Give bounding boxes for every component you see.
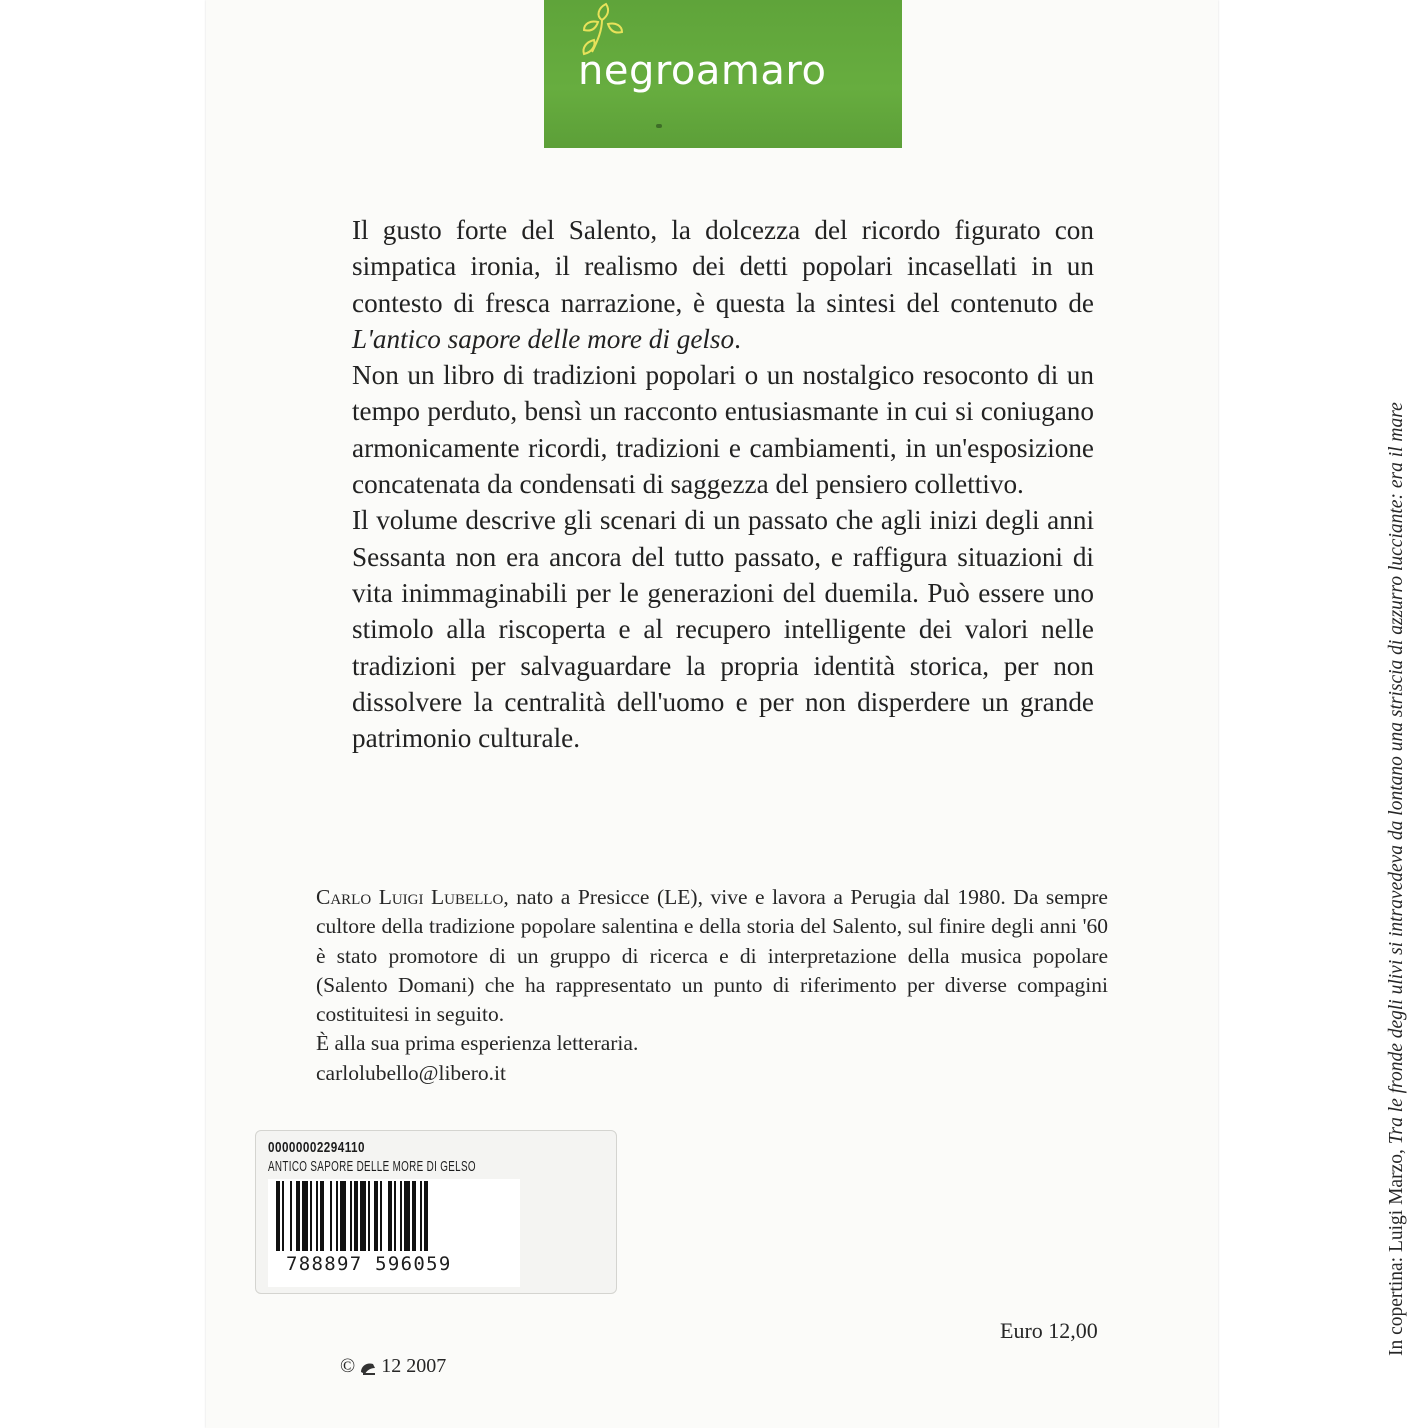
logo-dot [656, 124, 662, 128]
barcode-bar [360, 1181, 366, 1251]
barcode-bar [374, 1181, 378, 1251]
sticker-title: ANTICO SAPORE DELLE MORE DI GELSO [268, 1159, 476, 1175]
blurb-paragraph-1: Il gusto forte del Salento, la dolcezza del ricordo figurato con simpatica ironia, il realismo dei detti popolari incasellati in un contesto di fresca narrazione, è questa la sintesi del contenuto de L'antico sapore delle more di gelso. [352, 215, 1094, 354]
barcode-bar [354, 1181, 358, 1251]
cover-caption: Tra le fronde degli ulivi si intravedeva da lontano una striscia di azzurro lucciante: era il mare [1386, 402, 1407, 1145]
barcode-bar [276, 1181, 280, 1251]
barcode-bar [296, 1181, 300, 1251]
barcode-bar [424, 1181, 428, 1251]
author-email: carlolubello@libero.it [316, 1060, 506, 1085]
publisher-logo [544, 0, 902, 148]
barcode-bar [340, 1181, 346, 1251]
bio-line: È alla sua prima esperienza letteraria. [316, 1031, 639, 1056]
publisher-mark-icon [357, 1358, 379, 1376]
barcode-bar [400, 1181, 402, 1251]
barcode-bar [420, 1181, 422, 1251]
barcode-bar [310, 1181, 312, 1251]
barcode-bar [336, 1181, 338, 1251]
print-date: 12 2007 [381, 1355, 447, 1377]
barcode-bar [388, 1181, 392, 1251]
sticker-code: 00000002294110 [268, 1139, 366, 1156]
barcode-bar [290, 1181, 292, 1251]
barcode-bar [412, 1181, 416, 1251]
author-bio [316, 883, 1108, 1088]
blurb-paragraph-3: Il volume descrive gli scenari di un passato che agli inizi degli anni Sessanta non era ancora del tutto passato, e raffigura situazioni di vita inimmaginabili per le generazioni del duemila. Può essere uno stimolo alla riscoperta e al recupero intelligente dei valori nelle tradizioni per salvaguardare la propria identità storica, per non dissolvere la centralità dell'uomo e per non disperdere un grande patrimonio culturale. [352, 505, 1094, 754]
barcode-bar [380, 1181, 382, 1251]
book-title: L'antico sapore delle more di gelso [352, 323, 735, 354]
barcode-sticker [255, 1130, 617, 1294]
barcode-bar [316, 1181, 318, 1251]
bio-paragraph: Carlo Luigi Lubello, nato a Presicce (LE), vive e lavora a Perugia dal 1980. Da sempre cultore della tradizione popolare salentina e della storia del Salento, sul finire degli anni '60 è stato promotore di un gruppo di ricerca e di interpretazione della musica popolare (Salento Domani) che ha rappresentato un punto di riferimento per diverse compagini costituitesi in seguito. [316, 885, 1108, 1027]
copyright-line [340, 1355, 446, 1378]
barcode-bar [394, 1181, 396, 1251]
blurb-paragraph-2: Non un libro di tradizioni popolari o un nostalgico resoconto di un tempo perduto, bensì un racconto entusiasmante in cui si coniugano armonicamente ricordi, tradizioni e cambiamenti, in un'esposizione concatenata da condensati di saggezza del pensiero collettivo. [352, 360, 1094, 500]
barcode-bar [320, 1181, 324, 1251]
publisher-name: negroamaro [578, 48, 827, 94]
barcode-bar [350, 1181, 352, 1251]
barcode-bar [330, 1181, 332, 1251]
price: Euro 12,00 [1000, 1318, 1098, 1343]
copyright-symbol: © [340, 1355, 356, 1377]
barcode-bar [282, 1181, 284, 1251]
barcode-bar [368, 1181, 370, 1251]
cover-credit: In copertina: Luigi Marzo, Tra le fronde degli ulivi si intravedeva da lontano una striscia di azzurro lucciante: era il mare [1386, 402, 1407, 1356]
barcode-bar [404, 1181, 410, 1251]
barcode [268, 1179, 520, 1287]
isbn-digits: 788897 596059 [286, 1253, 452, 1275]
author-name: Carlo Luigi Lubello [316, 885, 504, 909]
book-blurb [352, 212, 1094, 756]
barcode-bar [302, 1181, 308, 1251]
